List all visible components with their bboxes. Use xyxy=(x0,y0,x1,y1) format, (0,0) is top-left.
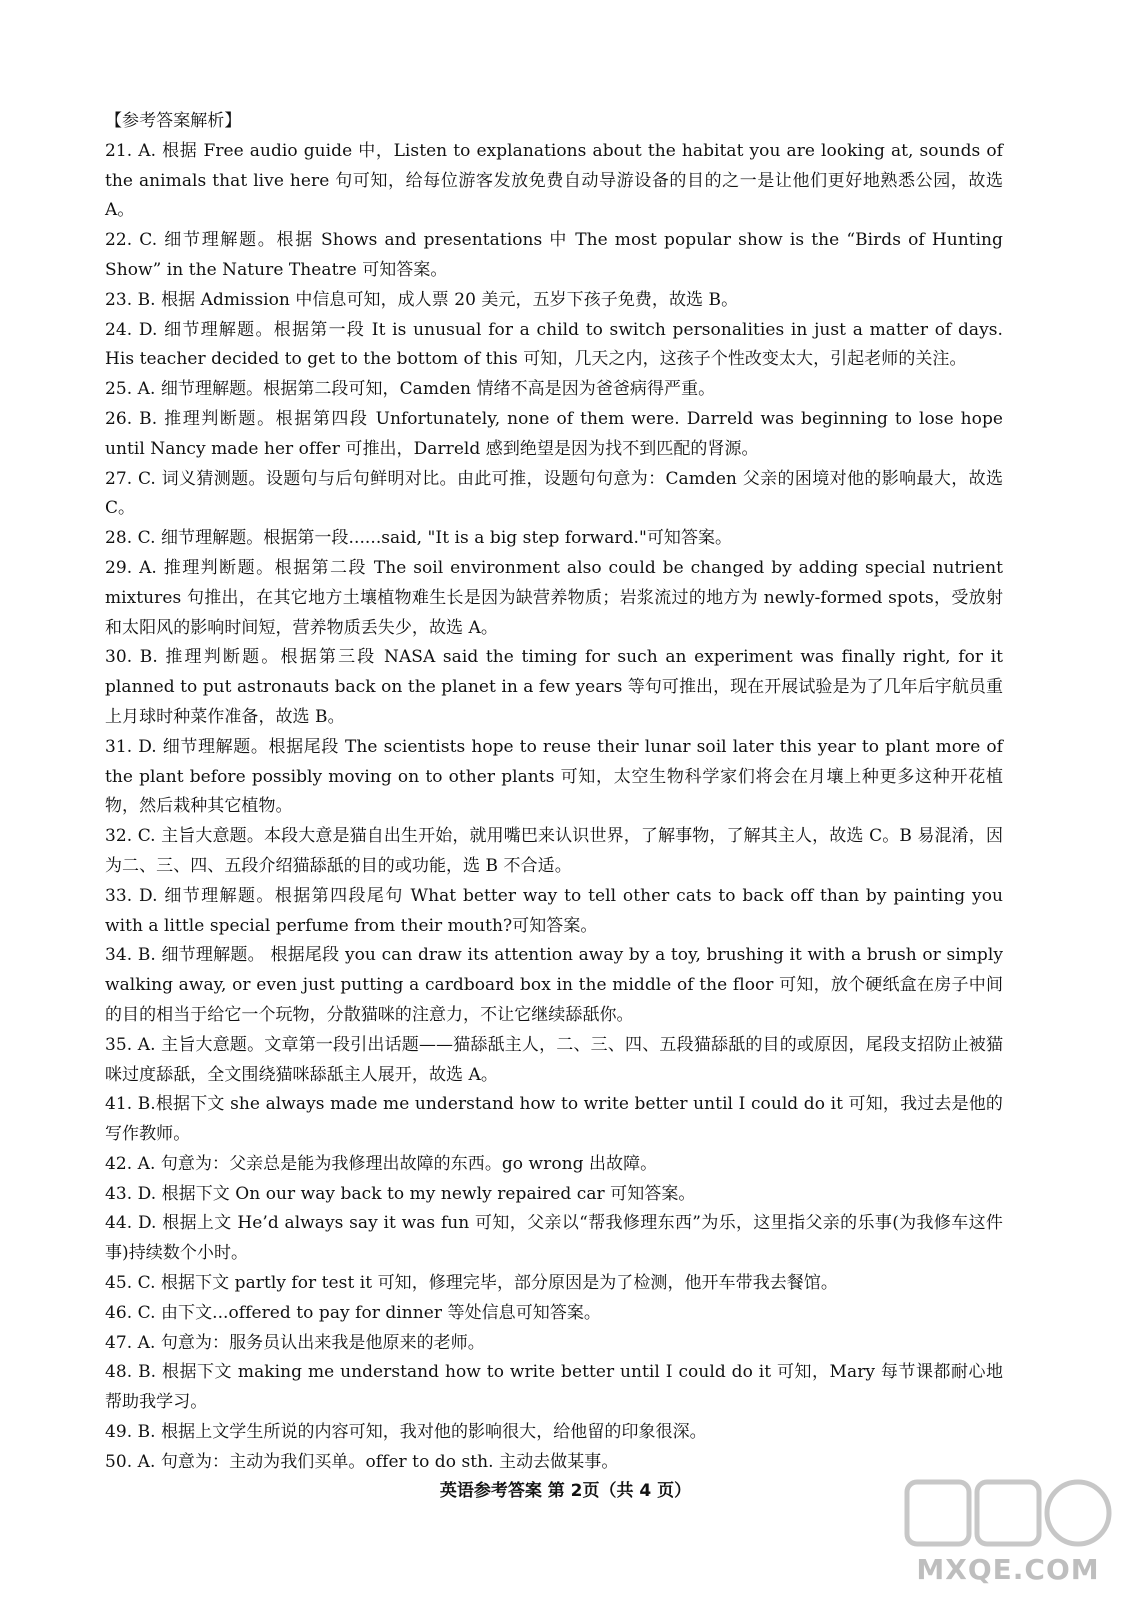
answer-item: 34. B. 细节理解题。 根据尾段 you can draw its attention away by a toy, brushing it with a brush or simply walking away, or even just putting a cardboard box in the middle of the floor 可知，放个硬纸盒在房子中间的目的相当于给它一个玩物，分散猫咪的注意力，不让它继续舔舐你。 xyxy=(105,945,1003,1025)
answer-item: 47. A. 句意为：服务员认出来我是他原来的老师。 xyxy=(105,1332,485,1353)
answer-item: 46. C. 由下文...offered to pay for dinner 等处信息可知答案。 xyxy=(105,1302,601,1323)
answer-item: 22. C. 细节理解题。根据 Shows and presentations 中 The most popular show is the “Birds of Hunting Show” in the Nature Theatre 可知答案。 xyxy=(105,230,1003,280)
answer-item: 44. D. 根据上文 He’d always say it was fun 可知，父亲以“帮我修理东西”为乐，这里指父亲的乐事(为我修车这件事)持续数个小时。 xyxy=(105,1213,1003,1264)
answer-item: 31. D. 细节理解题。根据尾段 The scientists hope to reuse their lunar soil later this year to plant more of the plant before possibly moving on to other plants 可知，太空生物科学家们将会在月壤上种更多这种开花植物，然后栽种其它植物。 xyxy=(105,736,1003,817)
answer-item: 30. B. 推理判断题。根据第三段 NASA said the timing for such an experiment was finally right, for it planned to put astronauts back on the planet in a few years 等句可推出，现在开展试验是为了几年后宇航员重上月球时种菜作准备，故选 B。 xyxy=(105,647,1003,727)
section-heading: 【参考答案解析】 xyxy=(105,111,242,131)
answer-item: 21. A. 根据 Free audio guide 中，Listen to explanations about the habitat you are looking at, sounds of the animals that live here 句可知，给每位游客发放免费自动导游设备的目的之一是让他们更好地熟悉公园，故选 A。 xyxy=(105,140,1003,221)
answer-content xyxy=(105,107,1003,1478)
watermark-seal-icon xyxy=(903,1476,1113,1556)
answer-item: 42. A. 句意为：父亲总是能为我修理出故障的东西。go wrong 出故障。 xyxy=(105,1153,658,1174)
answer-item: 23. B. 根据 Admission 中信息可知，成人票 20 美元，五岁下孩子免费，故选 B。 xyxy=(105,289,739,310)
answer-item: 33. D. 细节理解题。根据第四段尾句 What better way to tell other cats to back off than by painting you with a little special perfume from their mouth?可知答案。 xyxy=(105,885,1003,936)
answer-item: 29. A. 推理判断题。根据第二段 The soil environment also could be changed by adding special nutrient mixtures 句推出，在其它地方土壤植物难生长是因为缺营养物质；岩浆流过的地方为 newly-formed spots，受放射和太阳风的影响时间短，营养物质丢失少，故选 A。 xyxy=(105,557,1003,638)
answer-item: 35. A. 主旨大意题。文章第一段引出话题——猫舔舐主人，二、三、四、五段猫舔舐的目的或原因，尾段支招防止被猫咪过度舔舐，全文围绕猫咪舔舐主人展开，故选 A。 xyxy=(105,1034,1003,1085)
watermark-text: MXQE.COM xyxy=(916,1553,1100,1586)
answer-item: 50. A. 句意为：主动为我们买单。offer to do sth. 主动去做某事。 xyxy=(105,1451,619,1472)
page-footer: 英语参考答案 第 2页（共 4 页） xyxy=(439,1481,692,1501)
answer-item: 32. C. 主旨大意题。本段大意是猫自出生开始，就用嘴巴来认识世界，了解事物，了解其主人，故选 C。B 易混淆，因为二、三、四、五段介绍猫舔舐的目的或功能，选 B 不合适。 xyxy=(105,826,1003,876)
answer-item: 41. B.根据下文 she always made me understand how to write better until I could do it 可知，我过去是他的写作教师。 xyxy=(105,1094,1003,1145)
watermark-logo xyxy=(903,1476,1113,1586)
answer-item: 45. C. 根据下文 partly for test it 可知，修理完毕，部分原因是为了检测，他开车带我去餐馆。 xyxy=(105,1273,838,1294)
answer-item: 25. A. 细节理解题。根据第二段可知，Camden 情绪不高是因为爸爸病得严重。 xyxy=(105,379,716,400)
answer-item: 28. C. 细节理解题。根据第一段......said, "It is a big step forward."可知答案。 xyxy=(105,528,733,549)
answer-item: 24. D. 细节理解题。根据第一段 It is unusual for a child to switch personalities in just a matter of days. His teacher decided to get to the bottom of this 可知，几天之内，这孩子个性改变太大，引起老师的关注。 xyxy=(105,319,1003,370)
answer-item: 26. B. 推理判断题。根据第四段 Unfortunately, none of them were. Darreld was beginning to lose hope until Nancy made her offer 可推出，Darreld 感到绝望是因为找不到匹配的肾源。 xyxy=(105,408,1003,459)
answer-item: 27. C. 词义猜测题。设题句与后句鲜明对比。由此可推，设题句句意为：Camden 父亲的困境对他的影响最大，故选 C。 xyxy=(105,468,1003,519)
answer-item: 48. B. 根据下文 making me understand how to write better until I could do it 可知，Mary 每节课都耐心地帮助我学习。 xyxy=(105,1362,1003,1413)
answer-item: 43. D. 根据下文 On our way back to my newly repaired car 可知答案。 xyxy=(105,1183,696,1204)
answer-item: 49. B. 根据上文学生所说的内容可知，我对他的影响很大，给他留的印象很深。 xyxy=(105,1422,707,1443)
